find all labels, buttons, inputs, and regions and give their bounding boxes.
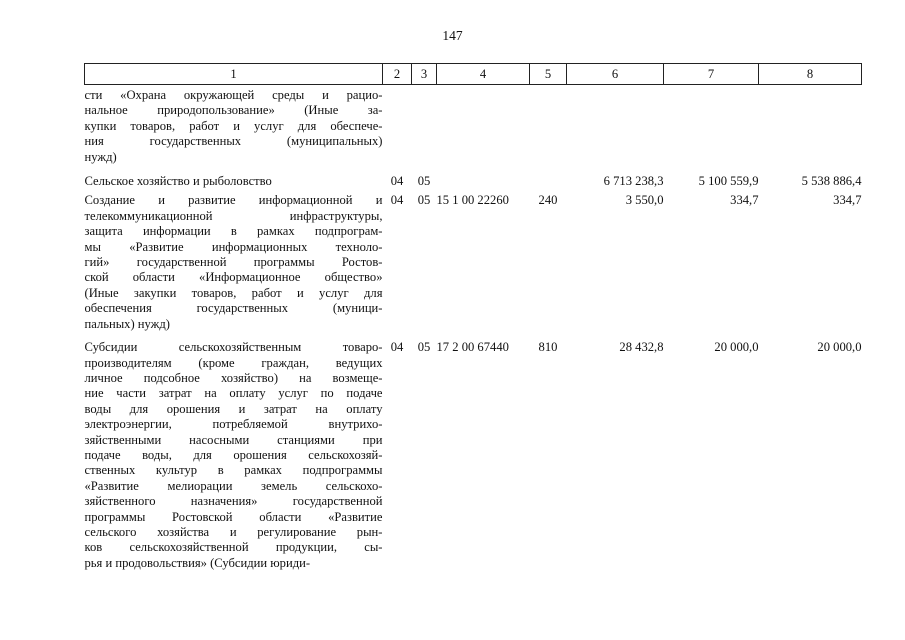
description-line: рья и продовольствия» (Субсидии юриди- xyxy=(84,555,311,570)
table-row xyxy=(85,189,862,332)
expense-type-cell xyxy=(530,85,567,166)
description-line: гий» государственной программы Ростов- xyxy=(84,255,383,270)
section-code-cell: 04 xyxy=(390,193,404,208)
column-header-8: 8 xyxy=(759,64,862,85)
amount-year1-cell xyxy=(567,85,664,166)
description-line: Сельское хозяйство и рыболовство xyxy=(84,174,272,189)
target-article-cell: 15 1 00 22260 xyxy=(436,193,509,208)
table-header-row xyxy=(85,64,862,85)
column-header-7: 7 xyxy=(664,64,759,85)
description-line: обеспечения государственных (муници- xyxy=(84,301,383,316)
description-line: ния государственных (муниципальных) xyxy=(84,134,383,149)
target-article-cell xyxy=(437,85,530,166)
description-line: личное подсобное хозяйство) на возмеще- xyxy=(84,370,383,385)
description-cell xyxy=(85,85,383,166)
description-line: зяйственными насосными станциями при xyxy=(84,432,383,447)
column-header-1: 1 xyxy=(85,64,383,85)
table-row xyxy=(85,85,862,166)
column-header-5: 5 xyxy=(530,64,567,85)
description-line: «Развитие мелиорации земель сельскохо- xyxy=(84,478,383,493)
expense-type-cell: 810 xyxy=(538,340,558,355)
description-line: электроэнергии, потребляемой внутрихо- xyxy=(84,417,383,432)
target-article-cell xyxy=(437,165,530,189)
description-line: Субсидии сельскохозяйственным товаро- xyxy=(84,340,383,355)
amount-year3-cell: 334,7 xyxy=(833,193,862,208)
description-line: ственных культур в рамках подпрограммы xyxy=(84,463,383,478)
description-line: (Иные закупки товаров, работ и услуг для xyxy=(84,285,383,300)
description-line: нужд) xyxy=(84,149,117,164)
description-line: ской области «Информационное общество» xyxy=(84,270,383,285)
column-header-4: 4 xyxy=(437,64,530,85)
subsection-code-cell xyxy=(412,85,437,166)
amount-year2-cell: 5 100 559,9 xyxy=(698,174,759,189)
description-line: Создание и развитие информационной и xyxy=(84,193,383,208)
description-line: ков сельскохозяйственной продукции, сы- xyxy=(84,540,383,555)
description-line: производителям (кроме граждан, ведущих xyxy=(84,355,383,370)
column-header-2: 2 xyxy=(383,64,412,85)
expense-type-cell: 240 xyxy=(538,193,558,208)
description-line: сельского хозяйства и регулирование рын- xyxy=(84,524,383,539)
subsection-code-cell: 05 xyxy=(417,193,431,208)
description-line: зяйственного назначения» государственной xyxy=(84,494,383,509)
budget-table xyxy=(84,63,862,571)
description-line: купки товаров, работ и услуг для обеспече- xyxy=(84,118,383,133)
column-header-6: 6 xyxy=(567,64,664,85)
description-line: воды для орошения и затрат на оплату xyxy=(84,401,383,416)
description-line: телекоммуникационной инфраструктуры, xyxy=(84,208,383,223)
description-line: мы «Развитие информационных техноло- xyxy=(84,239,383,254)
description-line: программы Ростовской области «Развитие xyxy=(84,509,383,524)
column-header-3: 3 xyxy=(412,64,437,85)
description-cell xyxy=(85,165,383,189)
description-line: ние части затрат на оплату услуг по подаче xyxy=(84,386,383,401)
table-row xyxy=(85,165,862,189)
amount-year3-cell xyxy=(759,85,862,166)
section-code-cell: 04 xyxy=(390,174,404,189)
description-line: подаче воды, для орошения сельскохозяй- xyxy=(84,447,383,462)
subsection-code-cell: 05 xyxy=(417,174,431,189)
amount-year2-cell: 334,7 xyxy=(730,193,759,208)
description-line: сти «Охрана окружающей среды и рацио- xyxy=(84,88,383,102)
amount-year1-cell: 28 432,8 xyxy=(619,340,664,355)
description-line: пальных) нужд) xyxy=(84,316,170,331)
description-cell xyxy=(85,332,383,571)
target-article-cell: 17 2 00 67440 xyxy=(436,340,509,355)
amount-year2-cell xyxy=(664,85,759,166)
section-code-cell: 04 xyxy=(390,340,404,355)
section-code-cell xyxy=(383,85,412,166)
page-number: 147 xyxy=(442,28,463,43)
table-row xyxy=(85,332,862,571)
amount-year3-cell: 20 000,0 xyxy=(817,340,862,355)
amount-year3-cell: 5 538 886,4 xyxy=(801,174,862,189)
subsection-code-cell: 05 xyxy=(417,340,431,355)
amount-year1-cell: 6 713 238,3 xyxy=(603,174,664,189)
table-body xyxy=(85,85,862,572)
description-line: нальное природопользование» (Иные за- xyxy=(84,103,383,118)
description-cell xyxy=(85,189,383,332)
amount-year1-cell: 3 550,0 xyxy=(625,193,664,208)
description-line: защита информации в рамках подпрограм- xyxy=(84,224,383,239)
amount-year2-cell: 20 000,0 xyxy=(714,340,759,355)
expense-type-cell xyxy=(530,165,567,189)
